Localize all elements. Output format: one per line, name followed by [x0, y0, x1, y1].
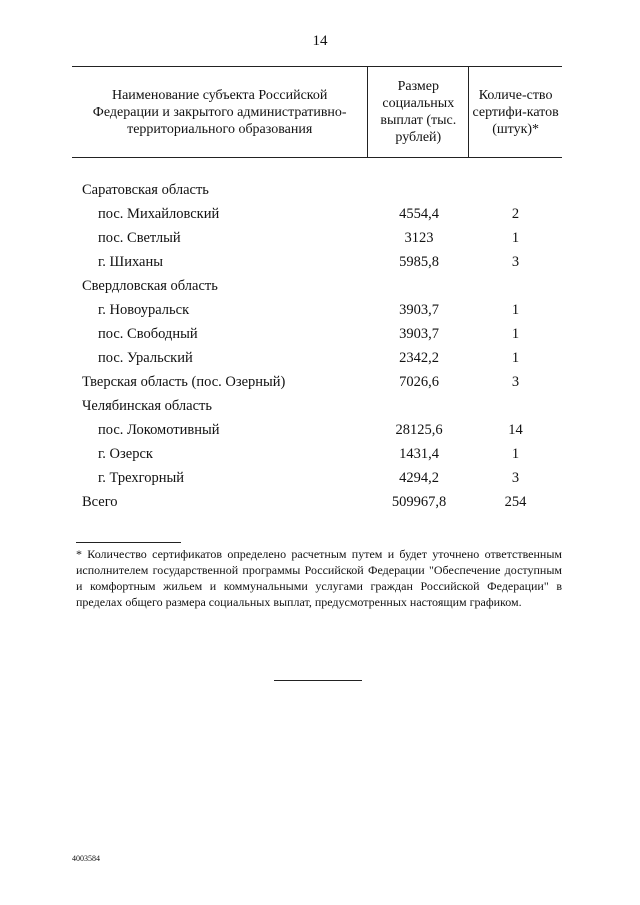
table-row: [72, 226, 562, 250]
footnote: * Количество сертификатов определено расчетным путем и будет уточнено ответственным исполнителем государственной программы Российской Федерации "Обеспечение доступным и комфортным жильем и коммунальными услугами граждан Российской Федерации" в пределах общего размера социальных выплат, предусмотренных настоящим графиком.: [76, 547, 562, 609]
row-count: 3: [511, 253, 520, 270]
row-name: Челябинская область: [82, 397, 212, 414]
row-count: 1: [511, 349, 520, 366]
row-name: пос. Светлый: [98, 229, 181, 246]
row-count: 1: [511, 229, 520, 246]
header-subject-name: Наименование субъекта Российской Федерации и закрытого административно-территориального образования: [72, 67, 368, 157]
table-header: [72, 66, 562, 158]
row-count: 3: [511, 373, 520, 390]
table-row: [72, 442, 562, 466]
table-row: [72, 346, 562, 370]
row-count: 254: [504, 493, 527, 510]
table-row: [72, 274, 562, 298]
row-name: Всего: [82, 493, 118, 510]
table-row: [72, 322, 562, 346]
row-count: 2: [511, 205, 520, 222]
row-name: Саратовская область: [82, 181, 209, 198]
row-name: г. Новоуральск: [98, 301, 190, 318]
row-amount: 4294,2: [399, 469, 439, 486]
row-name: г. Трехгорный: [98, 469, 184, 486]
table-body: [72, 178, 562, 514]
end-of-document-rule: [274, 680, 362, 681]
table-row: [72, 466, 562, 490]
table-row: [72, 298, 562, 322]
row-count: 3: [511, 469, 520, 486]
table-row: [72, 418, 562, 442]
row-amount: 1431,4: [399, 445, 439, 462]
row-name: пос. Уральский: [98, 349, 193, 366]
row-name: пос. Локомотивный: [98, 421, 220, 438]
row-count: 14: [508, 421, 523, 438]
row-amount: 4554,4: [399, 205, 439, 222]
row-amount: 3123: [404, 229, 434, 246]
table-row: [72, 178, 562, 202]
table-row: [72, 370, 562, 394]
row-amount: 28125,6: [395, 421, 443, 438]
row-amount: 2342,2: [399, 349, 439, 366]
header-certificate-count: Количе-ство сертифи-катов (штук)*: [472, 87, 559, 137]
row-name: Тверская область (пос. Озерный): [82, 373, 286, 390]
page-number: 14: [312, 33, 328, 49]
row-count: 1: [511, 301, 520, 318]
row-name: пос. Михайловский: [98, 205, 220, 222]
row-amount: 509967,8: [391, 493, 447, 510]
table-row: [72, 202, 562, 226]
certificates-table: [72, 66, 562, 514]
row-name: пос. Свободный: [98, 325, 198, 342]
document-code: 4003584: [72, 854, 100, 863]
row-amount: 3903,7: [399, 301, 439, 318]
table-row: [72, 394, 562, 418]
row-name: г. Озерск: [98, 445, 153, 462]
row-name: Свердловская область: [82, 277, 218, 294]
row-amount: 7026,6: [399, 373, 439, 390]
row-name: г. Шиханы: [98, 253, 163, 270]
table-row: [72, 490, 562, 514]
row-amount: 5985,8: [399, 253, 439, 270]
table-row: [72, 250, 562, 274]
row-count: 1: [511, 445, 520, 462]
footnote-rule: [76, 542, 181, 543]
row-count: 1: [511, 325, 520, 342]
header-payment-amount: Размер социальных выплат (тыс. рублей): [368, 67, 469, 157]
row-amount: 3903,7: [399, 325, 439, 342]
